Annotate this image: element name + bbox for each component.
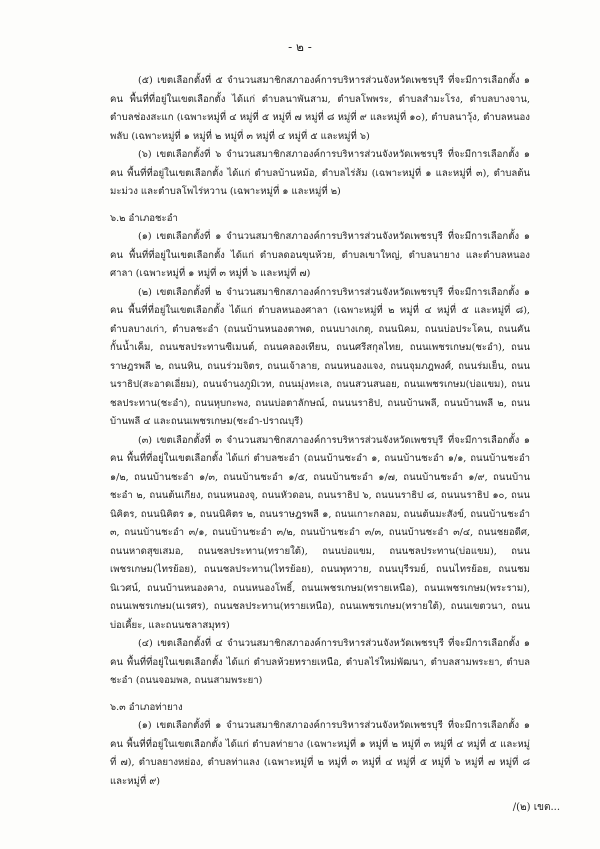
section-heading-cha-am: ๖.๒ อำเภอชะอำ: [110, 212, 178, 224]
continuation-marker: /(๒) เขต...: [512, 802, 560, 813]
document-body: [110, 72, 530, 791]
paragraph-district-6: (๖) เขตเลือกตั้งที่ ๖ จำนวนสมาชิกสภาองค์การบริหารส่วนจังหวัดเพชรบุรี ที่จะมีการเลือกตั้ง ๑ คน พื้นที่ที่อยู่ในเขตเลือกตั้ง ได้แก่ ตำบลบ้านหม้อ, ตำบลไร่ส้ม (เฉพาะหมู่ที่ ๑ และหมู่ที่ ๓), ตำบลต้นมะม่วง และตำบลโพไร่หวาน (เฉพาะหมู่ที่ ๑ และหมู่ที่ ๒): [110, 149, 530, 197]
paragraph-district-5: (๕) เขตเลือกตั้งที่ ๕ จำนวนสมาชิกสภาองค์การบริหารส่วนจังหวัดเพชรบุรี ที่จะมีการเลือกตั้ง ๑ คน พื้นที่ที่อยู่ในเขตเลือกตั้ง ได้แก่ ตำบลนาพันสาม, ตำบลโพพระ, ตำบลสำมะโรง, ตำบลบางจาน, ตำบลช่องสะแก (เฉพาะหมู่ที่ ๔ หมู่ที่ ๕ หมู่ที่ ๗ หมู่ที่ ๘ หมู่ที่ ๙ และหมู่ที่ ๑๐), ตำบลนาวุ้ง, ตำบลหนองพลับ (เฉพาะหมู่ที่ ๑ หมู่ที่ ๒ หมู่ที่ ๓ หมู่ที่ ๔ หมู่ที่ ๕ และหมู่ที่ ๖): [110, 75, 530, 142]
paragraph-cha-am-district-2: (๒) เขตเลือกตั้งที่ ๒ จำนวนสมาชิกสภาองค์การบริหารส่วนจังหวัดเพชรบุรี ที่จะมีการเลือกตั้ง ๑ คน พื้นที่ที่อยู่ในเขตเลือกตั้ง ได้แก่ ตำบลหนองศาลา (เฉพาะหมู่ที่ ๒ หมู่ที่ ๔ หมู่ที่ ๕ และหมู่ที่ ๘), ตำบลบางเก่า, ตำบลชะอำ (ถนนบ้านหนองตาพด, ถนนบางเกตุ, ถนนนิคม, ถนนบ่อประโคน, ถนนคันกั้นน้ำเค็ม, ถนนชลประทานซีเมนต์, ถนนคลองเทียน, ถนนศรีสกุลไทย, ถนนเพชรเกษม(ชะอำ), ถนนราษฎรพลี ๒, ถนนหิน, ถนนร่วมจิตร, ถนนเจ้าลาย, ถนนหนองแจง, ถนนจุมภฎพงศ์, ถนนร่มเย็น, ถนนนราธิป(สะอาดเอี่ยม), ถนนจำนงภูมิเวท, ถนนมุ่งทะเล, ถนนสวนสนอย, ถนนเพชรเกษม(บ่อแขม), ถนนชลประทาน(ชะอำ), ถนนหุบกะพง, ถนนบ่อตาลักษณ์, ถนนนราธิป, ถนนบ้านพลี, ถนนบ้านพลี ๒, ถนนบ้านพลี ๔ และถนนเพชรเกษม(ชะอำ-ปราณบุรี): [110, 286, 530, 427]
paragraph-cha-am-district-1: (๑) เขตเลือกตั้งที่ ๑ จำนวนสมาชิกสภาองค์การบริหารส่วนจังหวัดเพชรบุรี ที่จะมีการเลือกตั้ง ๑ คน พื้นที่ที่อยู่ในเขตเลือกตั้ง ได้แก่ ตำบลดอนขุนห้วย, ตำบลเขาใหญ่, ตำบลนายาง และตำบลหนองศาลา (เฉพาะหมู่ที่ ๑ หมู่ที่ ๓ หมู่ที่ ๖ และหมู่ที่ ๗): [110, 231, 530, 279]
page-number: - ๒ -: [288, 40, 312, 54]
paragraph-tha-yang-district-1: (๑) เขตเลือกตั้งที่ ๑ จำนวนสมาชิกสภาองค์การบริหารส่วนจังหวัดเพชรบุรี ที่จะมีการเลือกตั้ง ๑ คน พื้นที่ที่อยู่ในเขตเลือกตั้ง ได้แก่ ตำบลท่ายาง (เฉพาะหมู่ที่ ๑ หมู่ที่ ๒ หมู่ที่ ๓ หมู่ที่ ๔ หมู่ที่ ๕ และหมู่ที่ ๗), ตำบลยางหย่อง, ตำบลท่าแลง (เฉพาะหมู่ที่ ๒ หมู่ที่ ๓ หมู่ที่ ๔ หมู่ที่ ๕ หมู่ที่ ๖ หมู่ที่ ๗ หมู่ที่ ๘ และหมู่ที่ ๙): [110, 720, 530, 787]
section-heading-tha-yang: ๖.๓ อำเภอท่ายาง: [110, 701, 183, 713]
paragraph-cha-am-district-4: (๔) เขตเลือกตั้งที่ ๔ จำนวนสมาชิกสภาองค์การบริหารส่วนจังหวัดเพชรบุรี ที่จะมีการเลือกตั้ง ๑ คน พื้นที่ที่อยู่ในเขตเลือกตั้ง ได้แก่ ตำบลห้วยทรายเหนือ, ตำบลไร่ใหม่พัฒนา, ตำบลสามพระยา, ตำบลชะอำ (ถนนจอมพล, ถนนสามพระยา): [110, 638, 530, 686]
paragraph-cha-am-district-3: (๓) เขตเลือกตั้งที่ ๓ จำนวนสมาชิกสภาองค์การบริหารส่วนจังหวัดเพชรบุรี ที่จะมีการเลือกตั้ง ๑ คน พื้นที่ที่อยู่ในเขตเลือกตั้ง ได้แก่ ตำบลชะอำ (ถนนบ้านชะอำ ๑, ถนนบ้านชะอำ ๑/๑, ถนนบ้านชะอำ ๑/๒, ถนนบ้านชะอำ ๑/๓, ถนนบ้านชะอำ ๑/๕, ถนนบ้านชะอำ ๑/๗, ถนนบ้านชะอำ ๑/๙, ถนนบ้านชะอำ ๒, ถนนต้นเกียง, ถนนหนองจุ, ถนนหัวดอน, ถนนราธิป ๖, ถนนนราธิป ๘, ถนนนราธิป ๑๐, ถนนนิคิตร, ถนนนิคิตร ๑, ถนนนิคิตร ๒, ถนนราษฎรพลี ๑, ถนนเกาะกลอม, ถนนต้นมะสังข์, ถนนบ้านชะอำ ๓, ถนนบ้านชะอำ ๓/๑, ถนนบ้านชะอำ ๓/๒, ถนนบ้านชะอำ ๓/๓, ถนนบ้านชะอำ ๓/๔, ถนนชยอดีศ, ถนนหาดสุขเสมอ, ถนนชลประทาน(ทรายใต้), ถนนบ่อแขม, ถนนชลประทาน(บ่อแขม), ถนนเพชรเกษม(ไทรย้อย), ถนนชลประทาน(ไทรย้อย), ถนนพุทวาย, ถนนบุรีรมย์, ถนนไทรย้อย, ถนนชมนิเวศน์, ถนนบ้านหนองคาง, ถนนหนองโพธิ์, ถนนเพชรเกษม(ทรายเหนือ), ถนนเพชรเกษม(พระราม), ถนนเพชรเกษม(นเรศร), ถนนชลประทาน(ทรายเหนือ), ถนนเพชรเกษม(ทรายใต้), ถนนเขตวนา, ถนนบ่อเคี้ยะ, และถนนชลาสมุทร): [110, 434, 530, 631]
